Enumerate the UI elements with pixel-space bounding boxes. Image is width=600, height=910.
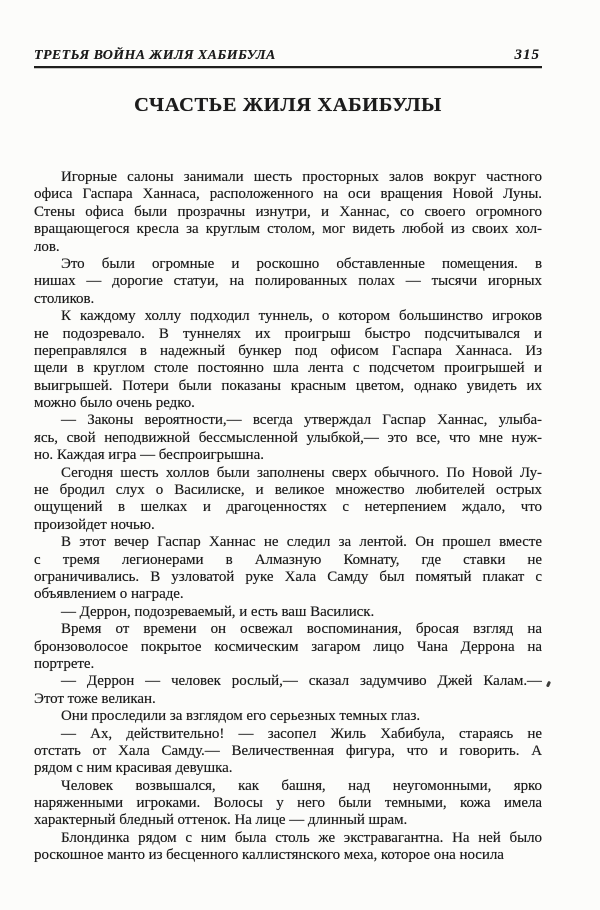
header-rule [34,66,542,68]
text-line: Игорные салоны занимали шесть просторных залов вокруг частного [61,169,542,185]
scan-speck-artifact [546,681,551,687]
text-line: характерный бледный оттенок. На лице — длинный шрам. [34,812,408,829]
paragraph [34,308,542,412]
running-header-title: ТРЕТЬЯ ВОЙНА ЖИЛЯ ХАБИБУЛА [34,48,276,63]
text-line: можно было очень редко. [34,395,195,412]
paragraph [34,621,542,673]
text-line: Это были огромные и роскошно обставленные помещения. в [61,255,542,272]
text-line: ограничивались. В узловатой руке Хала Самду был помятый плакат с [34,568,542,585]
text-line: но. Каждая игра — беспроигрышна. [34,447,264,464]
text-line: выигрышей. Потери были показаны красным цветом, однако увидеть их [34,377,542,394]
paragraph [34,534,542,604]
text-line: — Ах, действительно! — засопел Жиль Хабибула, стараясь не [61,725,542,742]
text-line: не бродил слух о Василиске, и великое множество любителей острых [34,482,542,499]
text-line: не подозревало. В туннелях их проигрыш быстро подсчитывался и [34,325,542,342]
text-line: Человек возвышался, как башня, над неугомонными, ярко [61,777,542,794]
text-line: лов. [34,238,60,255]
text-line: ясь, свой неподвижной бессмысленной улыбкой,— это все, что мне нуж- [34,429,542,446]
running-header [34,47,542,64]
text-line: отстать от Хала Самду.— Величественная фигура, что и говорить. А [34,742,542,759]
text-line: с тремя легионерами в Алмазную Комнату, где ставки не [34,551,542,568]
text-line: роскошное манто из бесценного каллистянского меха, которое она носила [34,847,504,864]
text-line: — Законы вероятности,— всегда утверждал Гаспар Ханнас, улыба- [61,412,542,429]
page-number: 315 [514,47,540,63]
text-line: щели в круглом столе постоянно шла лента с подсчетом проигрышей и [34,360,542,377]
text-line: — Деррон, подозреваемый, и есть ваш Василиск. [61,603,375,620]
text-line: Этот тоже великан. [34,690,156,707]
text-line: произойдет ночью. [34,516,155,533]
paragraph [34,412,542,464]
text-line: рядом с ним красивая девушка. [34,760,233,777]
text-line: Блондинка рядом с ним была столь же экстравагантна. На ней было [61,829,542,846]
text-line: В этот вечер Гаспар Ханнас не следил за лентой. Он прошел вместе [61,534,542,551]
paragraph [34,604,542,621]
text-line: переправлялся в надежный бункер под офисом Гаспара Ханнаса. Из [34,342,542,359]
text-line: офиса Гаспара Ханнаса, расположенного на оси вращения Новой Луны. [34,186,542,203]
text-line: наряженными игроками. Волосы у него были темными, кожа имела [34,795,542,812]
body-text [34,169,542,865]
text-line: вращающегося кресла за круглым столом, мог видеть любой из своих хол- [34,221,542,238]
paragraph [34,830,542,865]
chapter-title: СЧАСТЬЕ ЖИЛЯ ХАБИБУЛЫ [134,94,442,116]
text-line: — Деррон — человек рослый,— сказал задумчиво Джей Калам.— [61,673,542,690]
text-line: Стены офиса были прозрачны изнутри, и Ханнас, со своего огромного [34,203,542,220]
text-line: бронзоволосое покрытое космическим загаром лицо Чана Деррона на [34,638,542,655]
paragraph [34,708,542,725]
paragraph [34,169,542,256]
text-line: нишах — дорогие статуи, на полированных полах — тысячи игорных [34,273,542,290]
text-line: Время от времени он освежал воспоминания, бросая взгляд на [61,621,542,638]
paragraph [34,256,542,308]
text-line: Они проследили за взглядом его серьезных темных глаз. [61,708,421,725]
paragraph [34,673,542,708]
paragraph [34,778,542,830]
paragraph [34,465,542,535]
text-line: портрете. [34,655,95,672]
text-line: ощущений в шелках и драгоценностях с нетерпением ждало, что [34,499,542,516]
paragraph [34,726,542,778]
text-line: столиков. [34,290,95,307]
text-line: Сегодня шесть холлов были заполнены сверх обычного. По Новой Лу- [61,464,542,481]
text-line: К каждому холлу подходил туннель, о котором большинство игроков [61,308,542,325]
text-line: объявлением о награде. [34,586,184,603]
